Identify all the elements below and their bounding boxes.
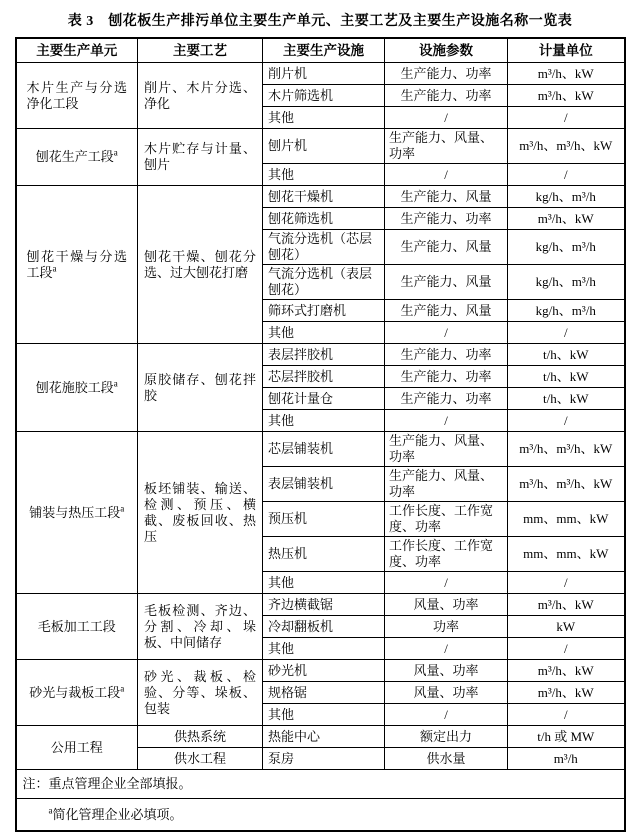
cell-text: 刨花计量仓	[268, 390, 334, 406]
cell-text: /	[563, 166, 568, 182]
note-cell	[16, 799, 625, 832]
facility-cell	[263, 208, 385, 230]
cell-text: 刨花筛选机	[268, 210, 334, 226]
cell-text: /	[444, 706, 448, 722]
params-cell	[385, 107, 508, 129]
cell-text: 生产能力、功率	[400, 390, 492, 406]
cell-text: /	[444, 166, 448, 182]
params-cell	[385, 230, 508, 265]
cell-text: /	[563, 324, 568, 340]
footnote-marker: a	[120, 683, 125, 694]
units-cell	[508, 660, 625, 682]
units-cell	[508, 638, 625, 660]
cell-text: kW	[556, 618, 576, 634]
cell-text: t/h、kW	[543, 390, 589, 406]
cell-text: 热压机	[268, 546, 308, 561]
cell-text: mm、mm、kW	[523, 546, 609, 561]
params-cell	[385, 432, 508, 467]
units-cell	[508, 572, 625, 594]
facility-cell	[263, 63, 385, 85]
facility-cell	[263, 300, 385, 322]
cell-text: 刨花干燥机	[268, 188, 334, 204]
cell-text: /	[563, 412, 568, 428]
unit-cell	[16, 63, 138, 129]
cell-text: m³/h、kW	[537, 65, 594, 81]
params-cell	[385, 208, 508, 230]
facility-cell	[263, 682, 385, 704]
table-row	[16, 660, 625, 682]
units-cell	[508, 594, 625, 616]
facility-cell	[263, 129, 385, 164]
facility-cell	[263, 748, 385, 770]
units-cell	[508, 748, 625, 770]
units-cell	[508, 467, 625, 502]
cell-text: 供热系统	[173, 728, 226, 744]
facility-cell	[263, 502, 385, 537]
cell-text: 其他	[268, 166, 295, 182]
cell-text: m³/h、m³/h、kW	[519, 138, 613, 153]
facility-cell	[263, 186, 385, 208]
cell-text: 表层拌胶机	[268, 346, 334, 362]
params-cell	[385, 537, 508, 572]
process-cell	[138, 186, 263, 344]
unit-cell	[16, 344, 138, 432]
footnote-marker: a	[52, 263, 57, 274]
facility-cell	[263, 467, 385, 502]
params-cell	[385, 265, 508, 300]
facility-cell	[263, 537, 385, 572]
cell-text: 木片生产与分选净化工段	[26, 79, 127, 111]
facility-cell	[263, 594, 385, 616]
cell-text: 木片贮存与计量、刨片	[144, 141, 256, 172]
cell-text: 生产能力、风量	[400, 239, 492, 254]
cell-text: kg/h、m³/h	[535, 302, 596, 318]
table-body	[16, 63, 625, 832]
cell-text: 生产能力、风量	[400, 188, 492, 204]
units-cell	[508, 164, 625, 186]
footnote-marker: a	[113, 147, 118, 158]
units-cell	[508, 410, 625, 432]
facility-cell	[263, 388, 385, 410]
params-cell	[385, 85, 508, 107]
units-cell	[508, 616, 625, 638]
table-row	[16, 726, 625, 748]
cell-text: 供水量	[426, 750, 466, 766]
production-units-table	[15, 37, 626, 832]
cell-text: 生产能力、功率	[400, 346, 492, 362]
cell-text: 风量、功率	[413, 596, 479, 612]
facility-cell	[263, 704, 385, 726]
cell-text: 注：重点管理企业全部填报。	[22, 776, 192, 791]
units-cell	[508, 107, 625, 129]
cell-text: 供水工程	[173, 750, 226, 766]
cell-text: 其他	[268, 412, 295, 428]
unit-cell	[16, 660, 138, 726]
cell-text: 工作长度、工作宽度、功率	[389, 503, 494, 534]
cell-text: 削片机	[268, 65, 308, 81]
process-cell	[138, 660, 263, 726]
cell-text: mm、mm、kW	[523, 511, 609, 526]
cell-text: 气流分选机（芯层刨花）	[268, 231, 373, 262]
unit-cell	[16, 726, 138, 770]
params-cell	[385, 616, 508, 638]
cell-text: 其他	[268, 109, 295, 125]
cell-text: m³/h、m³/h、kW	[519, 441, 613, 456]
cell-text: m³/h、kW	[537, 662, 594, 678]
column-header-facility: 主要生产设施	[263, 38, 385, 63]
table-row	[16, 432, 625, 467]
cell-text: 风量、功率	[413, 662, 479, 678]
cell-text: 原胶储存、刨花拌胶	[144, 371, 256, 403]
cell-text: m³/h、kW	[537, 87, 594, 103]
facility-cell	[263, 660, 385, 682]
params-cell	[385, 682, 508, 704]
cell-text: 预压机	[268, 511, 308, 526]
facility-cell	[263, 107, 385, 129]
cell-text: 砂光与裁板工段	[29, 684, 121, 700]
cell-text: 公用工程	[50, 739, 103, 755]
cell-text: 生产能力、功率	[400, 368, 492, 384]
cell-text: /	[563, 706, 568, 722]
cell-text: 其他	[268, 574, 295, 590]
process-cell	[138, 63, 263, 129]
params-cell	[385, 638, 508, 660]
facility-cell	[263, 572, 385, 594]
cell-text: t/h 或 MW	[537, 728, 595, 744]
cell-text: kg/h、m³/h	[535, 274, 596, 289]
units-cell	[508, 186, 625, 208]
facility-cell	[263, 366, 385, 388]
cell-text: 刨花干燥、刨花分选、过大刨花打磨	[144, 248, 256, 280]
params-cell	[385, 594, 508, 616]
cell-text: 削片、木片分选、净化	[144, 79, 256, 111]
unit-cell	[16, 594, 138, 660]
note-row	[16, 799, 625, 832]
cell-text: 刨片机	[268, 138, 308, 153]
cell-text: 毛板加工工段	[37, 618, 116, 634]
footnote-marker: a	[48, 805, 53, 816]
column-header-units: 计量单位	[508, 38, 625, 63]
params-cell	[385, 572, 508, 594]
process-cell	[138, 344, 263, 432]
cell-text: 木片筛选机	[268, 87, 334, 103]
header-row	[16, 38, 625, 63]
cell-text: /	[444, 412, 448, 428]
cell-text: 气流分选机（表层刨花）	[268, 266, 373, 297]
params-cell	[385, 467, 508, 502]
cell-text: 表层铺装机	[268, 476, 334, 491]
params-cell	[385, 410, 508, 432]
cell-text: 筛环式打磨机	[268, 302, 347, 318]
cell-text: kg/h、m³/h	[535, 239, 596, 254]
units-cell	[508, 537, 625, 572]
params-cell	[385, 63, 508, 85]
cell-text: 工作长度、工作宽度、功率	[389, 538, 494, 569]
cell-text: kg/h、m³/h	[535, 188, 596, 204]
cell-text: m³/h、kW	[537, 684, 594, 700]
column-header-process: 主要工艺	[138, 38, 263, 63]
params-cell	[385, 660, 508, 682]
cell-text: 刨花生产工段	[35, 149, 114, 164]
cell-text: 刨花干燥与分选工段	[26, 248, 127, 280]
cell-text: /	[444, 640, 448, 656]
cell-text: /	[563, 574, 568, 590]
table-header	[16, 38, 625, 63]
note-row	[16, 770, 625, 799]
column-header-unit: 主要生产单元	[16, 38, 138, 63]
cell-text: 生产能力、功率	[400, 210, 492, 226]
cell-text: 其他	[268, 706, 295, 722]
table-row	[16, 129, 625, 164]
process-cell	[138, 748, 263, 770]
cell-text: 生产能力、风量	[400, 274, 492, 289]
facility-cell	[263, 638, 385, 660]
cell-text: 生产能力、功率	[400, 65, 492, 81]
params-cell	[385, 322, 508, 344]
process-cell	[138, 432, 263, 594]
cell-text: 砂光、裁板、检验、分等、垛板、包装	[144, 668, 256, 716]
note-cell	[16, 770, 625, 799]
cell-text: 板坯铺装、输送、检测、预压、横截、废板回收、热压	[144, 480, 256, 544]
cell-text: 生产能力、风量、功率	[389, 130, 494, 161]
units-cell	[508, 704, 625, 726]
units-cell	[508, 129, 625, 164]
params-cell	[385, 164, 508, 186]
cell-text: 生产能力、风量、功率	[389, 433, 494, 464]
cell-text: /	[444, 574, 448, 590]
facility-cell	[263, 616, 385, 638]
cell-text: /	[563, 109, 568, 125]
process-cell	[138, 129, 263, 186]
cell-text: 简化管理企业必填项。	[52, 806, 183, 822]
cell-text: t/h、kW	[543, 346, 589, 362]
cell-text: 芯层铺装机	[268, 441, 334, 456]
cell-text: t/h、kW	[543, 368, 589, 384]
params-cell	[385, 366, 508, 388]
units-cell	[508, 344, 625, 366]
cell-text: 规格锯	[268, 684, 308, 700]
table-row	[16, 186, 625, 208]
cell-text: 砂光机	[268, 662, 308, 678]
units-cell	[508, 63, 625, 85]
cell-text: 其他	[268, 640, 295, 656]
process-cell	[138, 594, 263, 660]
footnote-marker: a	[120, 503, 125, 514]
table-row	[16, 63, 625, 85]
facility-cell	[263, 265, 385, 300]
unit-cell	[16, 186, 138, 344]
params-cell	[385, 502, 508, 537]
column-header-params: 设施参数	[385, 38, 508, 63]
units-cell	[508, 85, 625, 107]
table-row	[16, 344, 625, 366]
cell-text: /	[444, 109, 448, 125]
cell-text: 热能中心	[268, 728, 321, 744]
table-title: 表 3 刨花板生产排污单位主要生产单元、主要工艺及主要生产设施名称一览表	[67, 14, 573, 29]
cell-text: 齐边横截锯	[268, 596, 334, 612]
cell-text: 其他	[268, 324, 295, 340]
cell-text: 生产能力、功率	[400, 87, 492, 103]
cell-text: 生产能力、风量、功率	[389, 468, 494, 499]
params-cell	[385, 748, 508, 770]
params-cell	[385, 726, 508, 748]
facility-cell	[263, 410, 385, 432]
cell-text: m³/h、kW	[537, 210, 594, 226]
params-cell	[385, 186, 508, 208]
cell-text: 毛板检测、齐边、分割、冷却、垛板、中间储存	[144, 602, 256, 650]
cell-text: m³/h	[553, 750, 578, 766]
units-cell	[508, 300, 625, 322]
cell-text: /	[444, 324, 448, 340]
process-cell	[138, 726, 263, 748]
unit-cell	[16, 432, 138, 594]
cell-text: m³/h、kW	[537, 596, 594, 612]
params-cell	[385, 344, 508, 366]
cell-text: /	[563, 640, 568, 656]
cell-text: 风量、功率	[413, 684, 479, 700]
units-cell	[508, 366, 625, 388]
footnote-marker: a	[113, 378, 118, 389]
facility-cell	[263, 322, 385, 344]
cell-text: m³/h、m³/h、kW	[519, 476, 613, 491]
cell-text: 功率	[432, 618, 459, 634]
units-cell	[508, 388, 625, 410]
cell-text: 芯层拌胶机	[268, 368, 334, 384]
facility-cell	[263, 164, 385, 186]
table-row	[16, 594, 625, 616]
params-cell	[385, 388, 508, 410]
cell-text: 刨花施胶工段	[35, 379, 114, 395]
unit-cell	[16, 129, 138, 186]
facility-cell	[263, 432, 385, 467]
facility-cell	[263, 726, 385, 748]
units-cell	[508, 502, 625, 537]
cell-text: 额定出力	[419, 728, 472, 744]
cell-text: 泵房	[268, 750, 295, 766]
params-cell	[385, 704, 508, 726]
units-cell	[508, 208, 625, 230]
cell-text: 冷却翻板机	[268, 618, 334, 634]
cell-text: 生产能力、风量	[400, 302, 492, 318]
facility-cell	[263, 85, 385, 107]
cell-text: 铺装与热压工段	[29, 504, 121, 520]
units-cell	[508, 322, 625, 344]
units-cell	[508, 265, 625, 300]
units-cell	[508, 726, 625, 748]
facility-cell	[263, 230, 385, 265]
units-cell	[508, 230, 625, 265]
facility-cell	[263, 344, 385, 366]
params-cell	[385, 129, 508, 164]
units-cell	[508, 682, 625, 704]
params-cell	[385, 300, 508, 322]
units-cell	[508, 432, 625, 467]
